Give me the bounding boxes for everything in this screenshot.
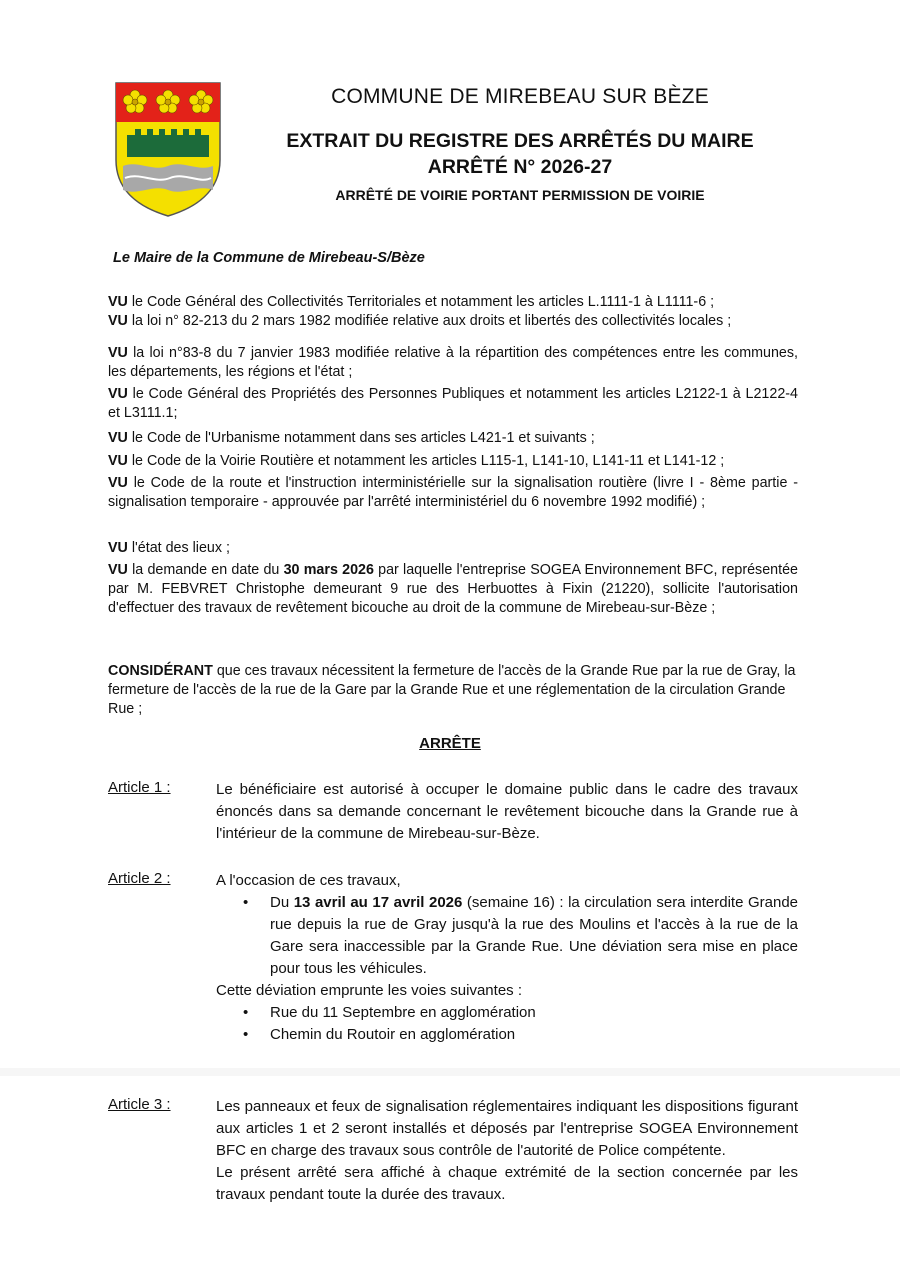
- article-2-label: Article 2 :: [108, 870, 171, 887]
- arrete-heading: ARRÊTE: [419, 735, 481, 752]
- bullet-icon: •: [243, 894, 249, 911]
- vu-item: VU la loi n° 82-213 du 2 mars 1982 modifiée relative aux droits et libertés des collectivités locales ;: [108, 313, 732, 329]
- article-3-paragraph-2: Le présent arrêté sera affiché à chaque extrémité de la section concernée par les travaux pendant toute la durée des travaux.: [216, 1164, 798, 1203]
- article-1-text: Le bénéficiaire est autorisé à occuper le domaine public dans le cadre des travaux énoncés dans sa demande concernant le revêtement bicouche dans la Grande rue à l'intérieur de la commune de Mirebeau-sur-Bèze.: [216, 781, 798, 842]
- deviation-list: [216, 1002, 798, 1046]
- commune-name: COMMUNE DE MIREBEAU SUR BÈZE: [331, 85, 709, 108]
- vu-item: VU le Code de la route et l'instruction interministérielle sur la signalisation routière (livre I - 8ème partie - signalisation temporaire - approuvée par l'arrêté interministériel du 6 novembre 1992 modifié) ;: [108, 475, 798, 510]
- commune-crest-logo: [113, 80, 223, 218]
- maire-heading: Le Maire de la Commune de Mirebeau-S/Bèze: [113, 250, 425, 266]
- considerant-paragraph: CONSIDÉRANT que ces travaux nécessitent la fermeture de l'accès de la Grande Rue par la rue de Gray, la fermeture de l'accès de la rue de la Gare par la Grande Rue et une réglementation de la circulation Grande Rue ;: [108, 663, 796, 717]
- list-item: • Rue du 11 Septembre en agglomération: [216, 1002, 798, 1024]
- article-2-body: [216, 870, 798, 1046]
- vu-item: VU le Code Général des Collectivités Territoriales et notamment les articles L.1111-1 à L1111-6 ;: [108, 294, 715, 310]
- vu-item: VU le Code de l'Urbanisme notamment dans ses articles L421-1 et suivants ;: [108, 430, 595, 446]
- list-item: • Chemin du Routoir en agglomération: [216, 1024, 798, 1046]
- list-item: • Du 13 avril au 17 avril 2026 (semaine 16) : la circulation sera interdite Grande rue depuis la rue de Gray jusqu'à la rue des Moulins et l'accès à la rue de la Gare sera inaccessible par la Grande Rue. Une déviation sera mise en place pour tous les véhicules.: [243, 894, 798, 977]
- vu-item: VU le Code de la Voirie Routière et notamment les articles L115-1, L141-10, L141-11 et L141-12 ;: [108, 453, 725, 469]
- vu-item: VU l'état des lieux ;: [108, 540, 230, 556]
- article-3-body: [216, 1096, 798, 1206]
- article-3-label: Article 3 :: [108, 1096, 171, 1113]
- arrete-number: ARRÊTÉ N° 2026-27: [427, 156, 613, 178]
- article-2-intro: A l'occasion de ces travaux,: [216, 872, 401, 889]
- vu-item: VU le Code Général des Propriétés des Personnes Publiques et notamment les articles L2122-1 à L2122-4 et L3111.1;: [108, 386, 798, 421]
- article-1-label: Article 1 :: [108, 779, 171, 796]
- bullet-icon: •: [243, 1004, 249, 1021]
- vu-item: VU la loi n°83-8 du 7 janvier 1983 modifiée relative à la répartition des compétences entre les communes, les départements, les régions et l'état ;: [108, 345, 798, 380]
- scan-page-fold: [0, 1068, 900, 1076]
- article-3-paragraph-1: Les panneaux et feux de signalisation réglementaires indiquant les dispositions figurant aux articles 1 et 2 seront installés et déposés par l'entreprise SOGEA Environnement BFC en charge des travaux sous contrôle de l'autorité de Police compétente.: [216, 1098, 798, 1159]
- arrete-subject: ARRÊTÉ DE VOIRIE PORTANT PERMISSION DE VOIRIE: [335, 187, 705, 203]
- deviation-intro: Cette déviation emprunte les voies suivantes :: [216, 982, 522, 999]
- bullet-icon: •: [243, 1026, 249, 1043]
- register-title: EXTRAIT DU REGISTRE DES ARRÊTÉS DU MAIRE: [286, 130, 754, 152]
- article-2-bullet-list: [216, 892, 798, 980]
- vu-demande: VU la demande en date du 30 mars 2026 par laquelle l'entreprise SOGEA Environnement BFC, représentée par M. FEBVRET Christophe demeurant 9 rue des Herbuottes à Fixin (21220), sollicite l'autorisation d'effectuer des travaux de revêtement bicouche au droit de la commune de Mirebeau-sur-Bèze ;: [108, 562, 798, 616]
